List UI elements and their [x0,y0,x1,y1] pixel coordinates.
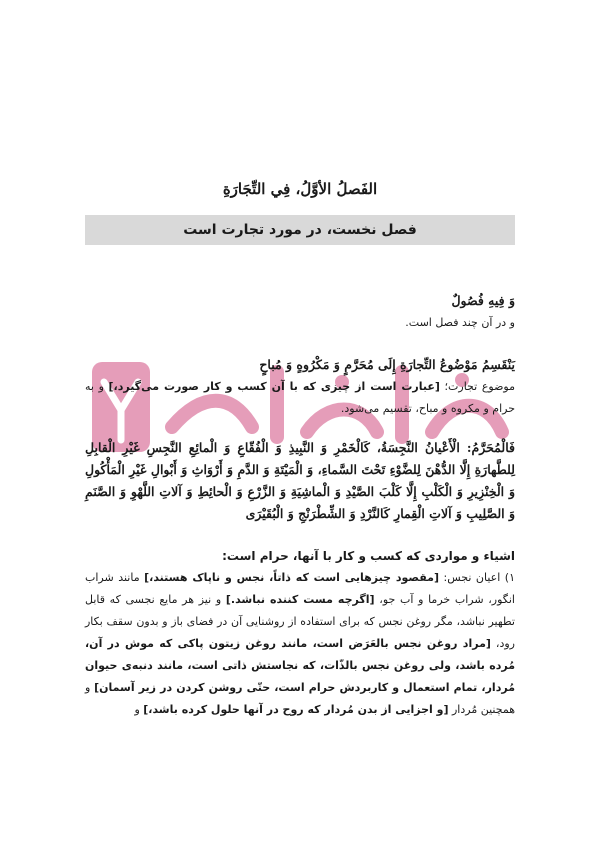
body-bold: [مقصود چیزهایی است که ذاتاً، نجس و ناپاک هستند،] [144,571,440,584]
body-part: و همچنین مُردار [85,681,515,716]
section1-tail: و به حرام و مکروه و مباح، تقسیم می‌شود. [85,380,515,415]
chapter-title-persian: فصل نخست، در مورد تجارت است [183,222,417,238]
section1-lead: موضوع تجارت؛ [439,380,515,393]
body-part: و [134,703,144,716]
body-part: مانند شراب انگور، شراب خرما و آب جو، [85,571,515,606]
chapter-title-banner [85,215,515,245]
intro-block [85,290,515,334]
body-bold: [مراد روغن نجس بالعَرَض است، مانند روغن زیتون پاکی که موش در آن، مُرده باشد، ولی روغن نجس بالذّات، که نجاستش ذاتی است، مانند دنبه‌ی حیوان مُردار، تمام استعمال و کاربردش حرام است، حتّی روشن کردن در زیر آسمان] [85,637,516,694]
body-part: و نیز هر مایع نجسی که قابل تطهیر نباشد، مگر روغن نجس که برای استفاده از روشنایی آن در فضای باز و بدون سقف بکار رود، [85,593,515,650]
intro-arabic: وَ فِيهِ فُصُولٌ [451,293,515,308]
intro-persian: و در آن چند فصل است. [405,316,515,329]
section1-arabic: يَنْقَسِمُ مَوْضُوعُ التِّجارَةِ إِلَى مُحَرَّمٍ وَ مَكْرُوهٍ وَ مُباحٍ [259,357,515,372]
section3-block [85,545,515,721]
section2-block [85,437,515,525]
body-part: ۱) اعیان نجس: [439,571,516,584]
section2-arabic: فَالْمُحَرَّمُ: الْأَعْيانُ النَّجِسَةُ، كَالْخَمْرِ وَ النَّبِيذِ وَ الْفُقّاعِ وَ الْمائِعِ النَّجِسِ غَيْرِ الْقابِلِ لِلطَّهارَةِ إِلَّا الدُّهْنَ لِلضَّوْءِ تَحْتَ السَّماءِ، وَ الْمَيْتَةِ وَ الدَّمِ وَ أَرْوَاثِ وَ أَبْوالِ غَيْرِ الْمَأْكُولِ وَ الْخِنْزِيرِ وَ الْكَلْبِ إِلَّا كَلْبَ الصَّيْدِ وَ الْماشِيَةِ وَ الزَّرْعِ وَ الْحائِطِ وَ آلاتِ اللَّهْوِ وَ الصَّنَمِ وَ الصَّلِيبِ وَ آلاتِ الْقِمارِ كَالنَّرْدِ وَ الشِّطْرَنْجِ وَ الْبُقَيْرَى [85,440,515,521]
section1-block [85,354,515,420]
chapter-title-arabic: الفَصلُ الأوَّلُ، فِي التِّجَارَةِ [222,180,378,198]
section1-persian [85,376,515,420]
body-bold: [اگرچه مست کننده نباشد.] [225,593,375,606]
section1-bold: [عبارت است از چیزی که با آن کسب و کار صورت می‌گیرد،] [108,380,440,393]
section3-heading: اشیاء و مواردی که کسب و کار با آنها، حرام است: [222,549,515,563]
body-bold: [و اجزایی از بدن مُردار که روح در آنها حلول کرده باشد،] [143,703,449,716]
section3-body [85,567,515,721]
